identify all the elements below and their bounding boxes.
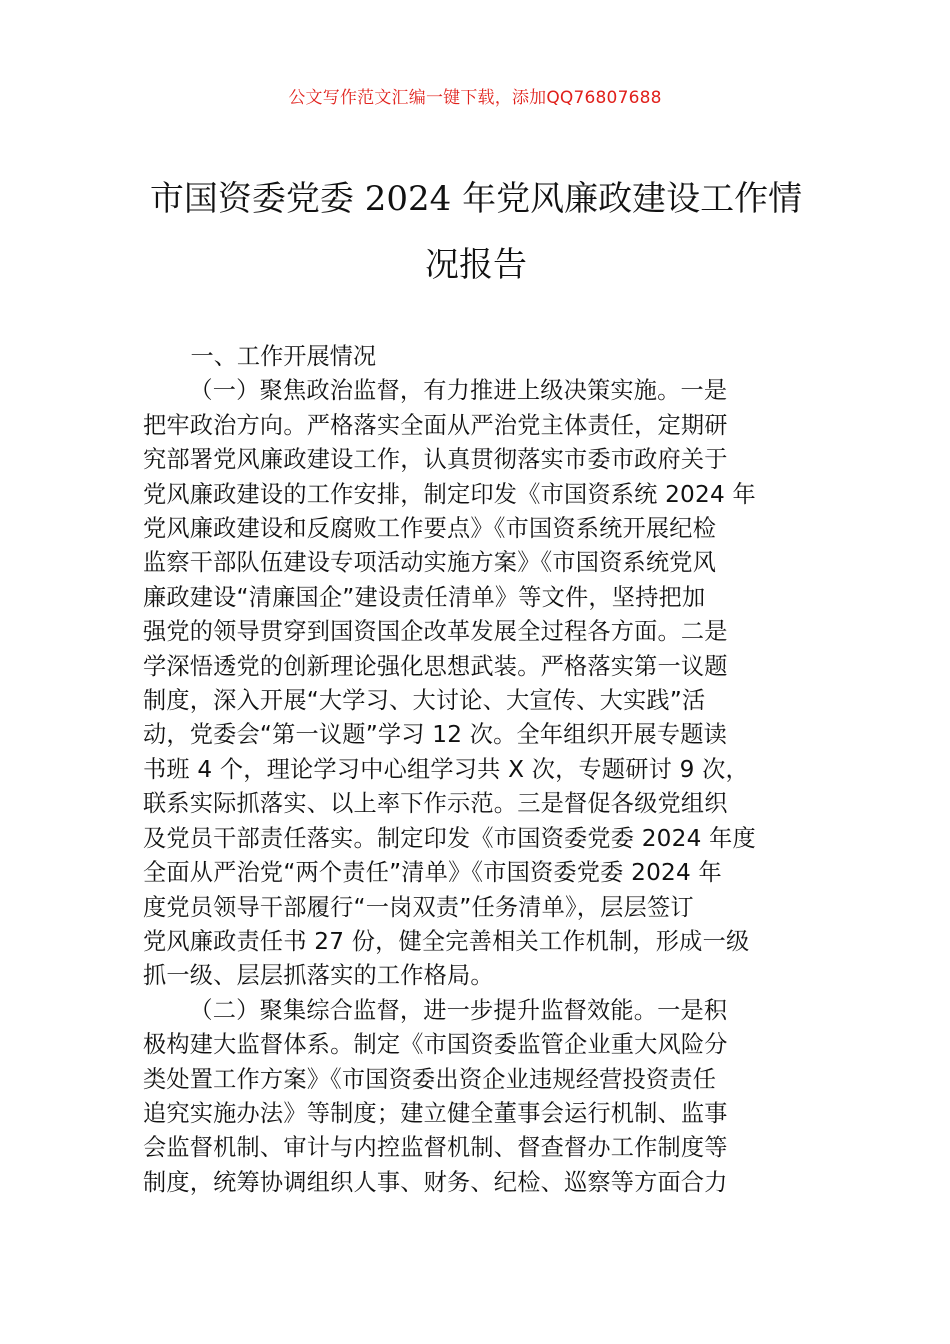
paragraph-line: （一）聚焦政治监督，有力推进上级决策实施。一是 [189, 377, 728, 405]
paragraph-line: 学深悟透党的创新理论强化思想武装。严格落实第一议题 [143, 652, 728, 680]
title-line-1: 市国资委党委 2024 年党风廉政建设工作情 [149, 179, 803, 219]
paragraph-line: 制度，统筹协调组织人事、财务、纪检、巡察等方面合力 [143, 1168, 728, 1196]
paragraph-line: 究部署党风廉政建设工作，认真贯彻落实市委市政府关于 [143, 446, 728, 474]
paragraph-line: 监察干部队伍建设专项活动实施方案》《市国资系统党风 [143, 549, 717, 577]
paragraph-line: 廉政建设“清廉国企”建设责任清单》等文件，坚持把加 [143, 583, 706, 611]
promo-banner: 公文写作范文汇编一键下载，添加QQ76807688 [288, 88, 662, 108]
paragraph-line: 制度，深入开展“大学习、大讨论、大宣传、大实践”活 [143, 687, 706, 715]
paragraph-2 [143, 994, 809, 1200]
paragraph-line: 把牢政治方向。严格落实全面从严治党主体责任，定期研 [143, 411, 728, 439]
paragraph-line: 会监督机制、审计与内控监督机制、督查督办工作制度等 [143, 1134, 728, 1162]
paragraph-line: 书班 4 个，理论学习中心组学习共 X 次，专题研讨 9 次， [143, 755, 749, 783]
paragraph-line: 党风廉政建设的工作安排，制定印发《市国资系统 2024 年 [143, 480, 756, 508]
paragraph-line: 类处置工作方案》《市国资委出资企业违规经营投资责任 [143, 1065, 717, 1093]
paragraph-line: 强党的领导贯穿到国资国企改革发展全过程各方面。二是 [143, 618, 728, 646]
paragraph-line: 联系实际抓落实、以上率下作示范。三是督促各级党组织 [143, 790, 728, 818]
paragraph-line: 追究实施办法》等制度；建立健全董事会运行机制、监事 [143, 1099, 728, 1127]
paragraph-line: 度党员领导干部履行“一岗双责”任务清单》，层层签订 [143, 893, 694, 921]
paragraph-line: 抓一级、层层抓落实的工作格局。 [143, 962, 494, 990]
title-line-2: 况报告 [425, 245, 527, 285]
document-title [143, 166, 809, 298]
document-body [143, 340, 809, 1200]
paragraph-line: 党风廉政建设和反腐败工作要点》《市国资系统开展纪检 [143, 515, 717, 543]
paragraph-line: 党风廉政责任书 27 份，健全完善相关工作机制，形成一级 [143, 927, 750, 955]
paragraph-line: 极构建大监督体系。制定《市国资委监管企业重大风险分 [143, 1031, 728, 1059]
paragraph-line: 及党员干部责任落实。制定印发《市国资委党委 2024 年度 [143, 824, 756, 852]
paragraph-line: 全面从严治党“两个责任”清单》《市国资委党委 2024 年 [143, 859, 722, 887]
paragraph-1 [143, 374, 809, 993]
paragraph-line: （二）聚集综合监督，进一步提升监督效能。一是积 [189, 996, 728, 1024]
paragraph-line: 动，党委会“第一议题”学习 12 次。全年组织开展专题读 [143, 721, 727, 749]
section-heading: 一、工作开展情况 [190, 343, 377, 370]
